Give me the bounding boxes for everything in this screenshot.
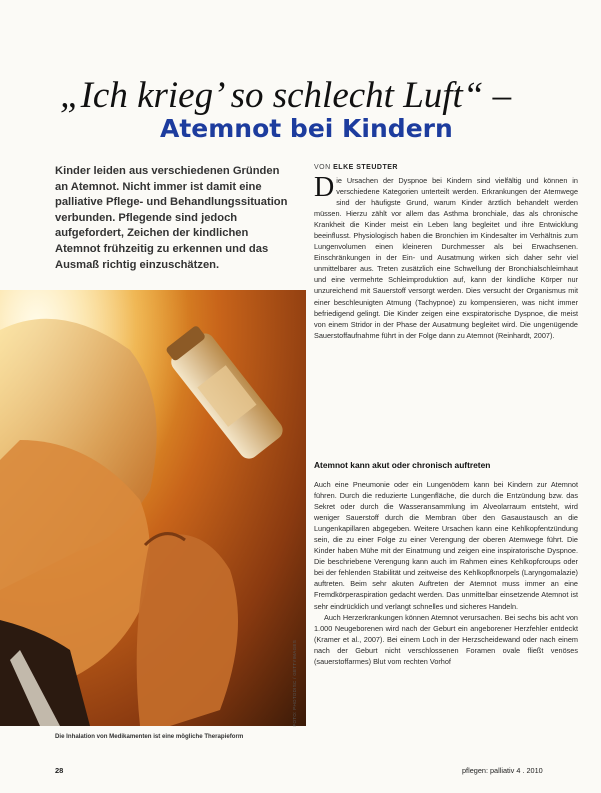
- lead-paragraph: Kinder leiden aus verschiedenen Gründen an Atemnot. Nicht immer ist damit eine palliative Pflege- und Behandlungssituation verbunden. Pflegende sind jedoch aufgefordert, Zeichen der kindlichen Atemnot frühzeitig zu erkennen und das Ausmaß richtig einzuschätzen.: [55, 165, 288, 271]
- body-paragraph-1: [314, 172, 578, 341]
- headline-main: Atemnot bei Kindern: [160, 114, 453, 143]
- body-paragraph-3: Auch Herzerkrankungen können Atemnot verursachen. Bei sechs bis acht von 1.000 Neugeborenen wird nach der Geburt ein angeborener Herzfehler entdeckt (Kramer et al., 2007). Bei einem Loch in der Herzscheidewand oder nach einem nach der Geburt nicht verschlossenen Foramen ovale fließt venöses (sauerstoffarmes) Blut vom rechten Vorhof: [314, 612, 578, 666]
- body-paragraph-2: Auch eine Pneumonie oder ein Lungenödem kann bei Kindern zur Atemnot führen. Durch die reduzierte Lungenfläche, die durch die Entzündung bzw. das Sekret oder durch die Wasseransammlung im Alveolarraum entsteht, wird weniger Sauerstoff durch die Membran über den Gasaustausch an die Lungenkapillaren abgegeben. Weitere Ursachen kann eine Kehlkopfentzündung sein, die zu einer Folge zu einer Verengung der oberen Atemwege führt. Die Kinder haben Mühe mit der Einatmung und zeigen eine inspiratorische Dyspnoe. Die beschriebene Verengung kann auch im Rahmen eines Kehlkopfcroups oder bei der fehlenden Stabilität und zeitweise des Kehlkopfknorpels (Laryngomalazie) auftreten. Beim sehr akuten Auftreten der Atemnot muss immer an eine Fremdkörperaspiration gedacht werden. Das unmittelbar einsetzende Atemnot ist sehr eindrücklich und verlangt schnelles und sicheres Handeln.: [314, 480, 578, 611]
- drop-cap: D: [314, 172, 335, 203]
- photo-illustration: [0, 290, 306, 726]
- subheading: Atemnot kann akut oder chronisch auftreten: [314, 460, 491, 470]
- journal-issue: pflegen: palliativ 4 . 2010: [462, 766, 543, 775]
- author-name: ELKE STEUDTER: [333, 164, 398, 171]
- page-number: 28: [55, 766, 64, 775]
- body-column-lower: [314, 479, 578, 667]
- photo-caption: Die Inhalation von Medikamenten ist eine mögliche Therapieform: [55, 733, 244, 740]
- inhaler-child-photo: [0, 290, 306, 726]
- body-paragraph-1-text: ie Ursachen der Dyspnoe bei Kindern sind vielfältig und können in verschiedene Kategorien unterteilt werden. Erkrankungen der Atemwege sind der häufigste Grund, warum Kinder ärztlich behandelt werden müssen. Hierzu zählt vor allem das Asthma bronchiale, das als chronische Krankheit die Kinder meist ein Leben lang begleitet und ihre Entwicklung beeinflusst. Physiologisch haben die Bronchien im Kindesalter im Verhältnis zum Lungenvolumen einen kleineren Durchmesser als bei Erwachsenen. Einschränkungen in der Ein- und Ausatmung wirken sich daher sehr viel unmittelbarer aus. Treten zusätzlich eine Schwellung der Bronchialschleimhaut und eine vermehrte Schleimproduktion auf, kann der kindliche Körper nur unzureichend mit Sauerstoff versorgt werden. Dies versucht der Organismus mit einer beschleunigten Atmung (Tachypnoe) zu kompensieren, was nicht immer befriedigend gelingt. Die Kinder zeigen eine exspiratorische Dyspnoe, die meist von einem Stridor in der Phase der Ausatmung begleitet wird. Die ungenügende Sauerstoffaufnahme führt in der Folge dann zu Atemnot (Reinhardt, 2007).: [314, 176, 578, 340]
- headline-quote: „Ich krieg’ so schlecht Luft“ –: [60, 75, 512, 116]
- byline: [314, 164, 398, 171]
- body-column-upper: [314, 172, 578, 341]
- photo-credit: FOTO: PHOTODISC / GETTYIMAGES: [292, 640, 297, 727]
- hand-shape: [137, 534, 238, 726]
- byline-prefix: VON: [314, 164, 331, 171]
